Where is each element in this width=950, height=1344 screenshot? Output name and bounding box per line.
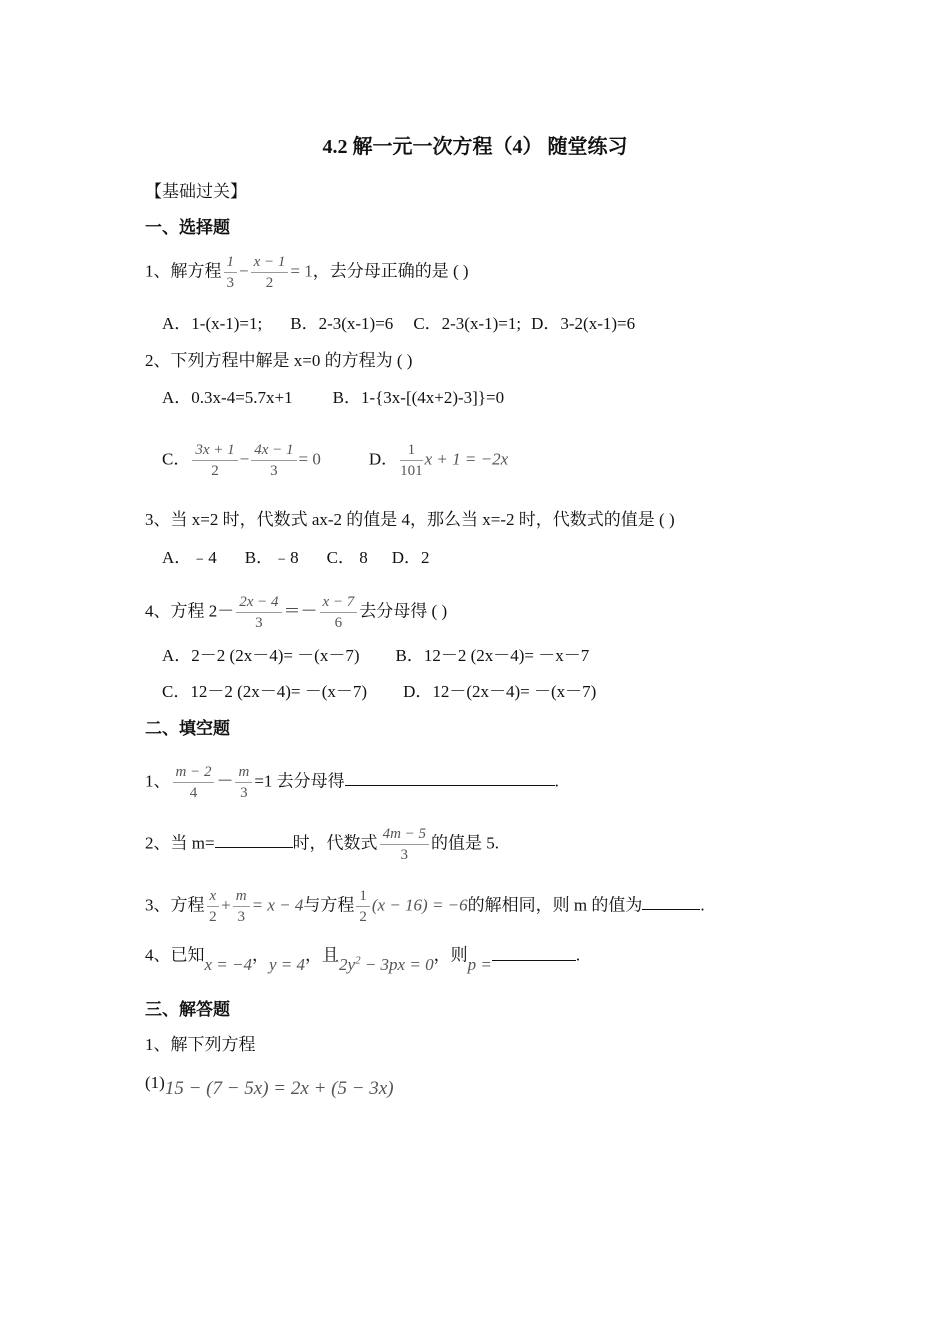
option: C．12－2 (2x－4)= －(x－7) [162,682,368,701]
option: D．3-2(x-1)=6 [531,314,636,333]
option: B．12－2 (2x－4)= －x－7 [395,646,590,665]
options-q1 [162,313,635,335]
fraction: $\frac{m - 2}{4}$ [173,762,215,803]
solve-part-1: (1)15 − (7 − 5x) = 2x + (5 − 3x) [145,1073,394,1099]
fraction: $\frac{m}{3}$ [235,762,252,803]
options-q4-cd [162,681,596,703]
question-2: 2、下列方程中解是 x=0 的方程为 ( ) [145,351,413,370]
question-3: 3、当 x=2 时，代数式 ax-2 的值是 4，那么当 x=-2 时，代数式的值是 ( ) [145,510,675,529]
fraction: $\frac{1}{3}$ [224,252,238,293]
fraction: $\frac{x - 7}{6}$ [320,592,358,633]
fraction: $\frac{1}{2}$ [356,886,370,927]
option: C． 8 [326,548,368,567]
solve-question-1: 1、解下列方程 [145,1035,256,1054]
option: A．﹣4 [162,548,217,567]
question-1: 1、解方程 $\frac{1}{3}$ − $\frac{x - 1}{2}$ = 1，去分母正确的是 ( ) [145,254,469,291]
options-q4-ab [162,645,589,667]
fraction: $\frac{2x - 4}{3}$ [236,592,281,633]
section-heading-solve: 三、解答题 [145,1000,230,1019]
fraction: $\frac{4m - 5}{3}$ [380,824,429,865]
fraction: $\frac{x - 1}{2}$ [251,252,289,293]
question-4: 4、方程 2－ $\frac{2x - 4}{3}$ ＝－ $\frac{x - 7}{6}$ 去分母得 ( ) [145,594,448,631]
answer-blank[interactable] [345,767,555,786]
option: A．1-(x-1)=1; [162,314,263,333]
answer-blank[interactable] [492,942,576,961]
q-text: ，去分母正确的是 ( ) [312,261,469,281]
section-tag: 【基础过关】 [145,182,247,201]
fraction: $\frac{1}{101}$ [400,442,423,479]
section-heading-choice: 一、选择题 [145,218,230,237]
option: B．1-{3x-[(4x+2)-3]}=0 [332,388,505,407]
answer-blank[interactable] [642,891,700,910]
fill-question-2: 2、当 m= 时，代数式 $\frac{4m - 5}{3}$ 的值是 5. [145,826,500,863]
option: A．0.3x-4=5.7x+1 [162,388,293,407]
options-q3 [162,547,430,569]
option: C．2-3(x-1)=1; [413,314,522,333]
q-text: 1、解方程 [145,261,222,281]
option: D．12－(2x－4)= －(x－7) [403,682,597,701]
fraction: $\frac{x}{2}$ [207,886,220,927]
options-q2-ab [162,387,504,409]
fill-question-4: 4、已知x = −4，y = 4，且$2y^2 - 3px = 0$，则p = . [145,940,580,967]
section-heading-fill: 二、填空题 [145,719,230,738]
option: B．﹣8 [244,548,299,567]
fraction: $\frac{4x - 1}{3}$ [251,440,296,481]
fill-question-3: 3、方程 $\frac{x}{2}$ + $\frac{m}{3}$ = x − 4与方程 $\frac{1}{2}$ (x − 16) = −6的解相同，则 m 的值为 . [145,888,705,925]
options-q2-cd: C． $\frac{3x + 1}{2}$ − $\frac{4x - 1}{3}$ = 0 D． $\frac{1}{101}$ x + 1 = −2x [162,442,509,479]
option: A．2－2 (2x－4)= －(x－7) [162,646,360,665]
page-title: 4.2 解一元一次方程（4） 随堂练习 [322,136,628,158]
option: B．2-3(x-1)=6 [290,314,394,333]
answer-blank[interactable] [215,829,293,848]
option: D．2 [391,548,430,567]
fraction: $\frac{3x + 1}{2}$ [192,440,237,481]
fill-question-1: 1、 $\frac{m - 2}{4}$ － $\frac{m}{3}$ =1 去分母得 . [145,764,559,801]
fraction: $\frac{m}{3}$ [233,886,250,927]
